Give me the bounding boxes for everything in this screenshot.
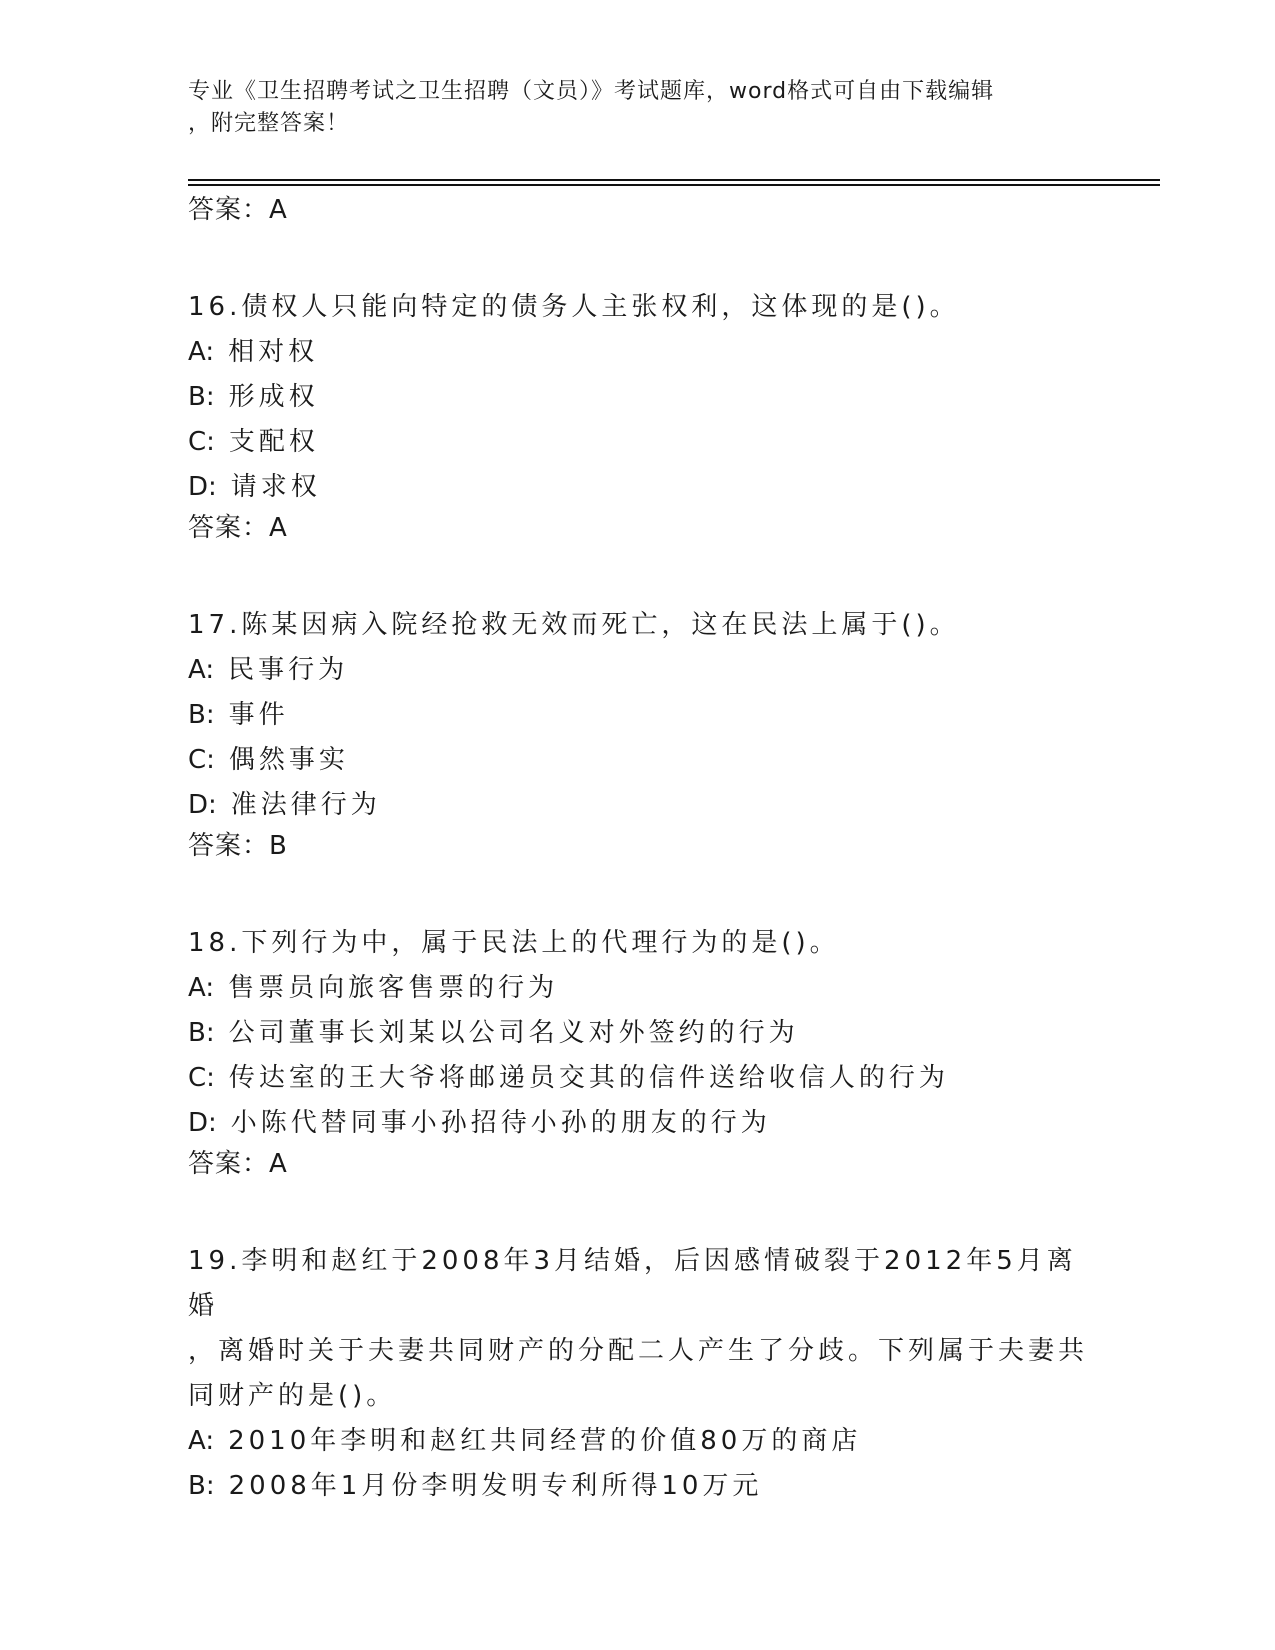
question-stem-line: 同财产的是()。 <box>188 1381 397 1411</box>
option-d <box>188 1101 1088 1146</box>
option-letter: C: <box>188 1063 215 1093</box>
question-stem-line: 19.李明和赵红于2008年3月结婚，后因感情破裂于2012年5月离婚 <box>188 1246 1077 1321</box>
option-text: 公司董事长刘某以公司名义对外签约的行为 <box>228 1018 799 1048</box>
question-stem-line: ，离婚时关于夫妻共同财产的分配二人产生了分歧。下列属于夫妻共 <box>188 1336 1089 1366</box>
answer-line: 答案：A <box>188 513 288 543</box>
header-rule-bottom <box>188 184 1160 186</box>
option-a <box>188 966 1088 1011</box>
option-text: 2008年1月份李明发明专利所得10万元 <box>228 1471 763 1501</box>
header-line-2: ，附完整答案！ <box>188 111 350 136</box>
spacer <box>188 1191 1088 1239</box>
option-a <box>188 1419 1088 1464</box>
option-text: 传达室的王大爷将邮递员交其的信件送给收信人的行为 <box>228 1063 949 1093</box>
option-text: 民事行为 <box>228 655 349 685</box>
option-text: 支配权 <box>228 427 319 457</box>
option-letter: B: <box>188 1018 215 1048</box>
option-letter: A: <box>188 1426 215 1456</box>
answer-line: 答案：B <box>188 831 288 861</box>
document-header <box>188 76 1068 140</box>
option-letter: A: <box>188 973 215 1003</box>
option-text: 售票员向旅客售票的行为 <box>228 973 559 1003</box>
spacer <box>188 873 1088 921</box>
question-stem: 18.下列行为中，属于民法上的代理行为的是()。 <box>188 928 840 958</box>
option-text: 相对权 <box>228 337 319 367</box>
header-line-1: 专业《卫生招聘考试之卫生招聘（文员）》考试题库，word格式可自由下载编辑 <box>188 79 995 104</box>
option-b <box>188 1011 1088 1056</box>
option-text: 形成权 <box>228 382 319 412</box>
option-text: 准法律行为 <box>230 790 381 820</box>
option-letter: B: <box>188 382 215 412</box>
option-c <box>188 420 1088 465</box>
question-block <box>188 285 1088 555</box>
option-letter: D: <box>188 472 217 502</box>
option-text: 偶然事实 <box>228 745 349 775</box>
option-letter: D: <box>188 790 217 820</box>
option-text: 2010年李明和赵红共同经营的价值80万的商店 <box>228 1426 862 1456</box>
option-b <box>188 693 1088 738</box>
option-letter: A: <box>188 655 215 685</box>
answer-line: 答案：A <box>188 1149 288 1179</box>
option-text: 请求权 <box>230 472 321 502</box>
spacer <box>188 555 1088 603</box>
option-letter: D: <box>188 1108 217 1138</box>
question-block <box>188 603 1088 873</box>
option-text: 小陈代替同事小孙招待小孙的朋友的行为 <box>230 1108 771 1138</box>
answer-line: 答案：A <box>188 195 288 225</box>
option-text: 事件 <box>228 700 289 730</box>
option-a <box>188 648 1088 693</box>
option-letter: B: <box>188 1471 215 1501</box>
option-c <box>188 1056 1088 1101</box>
option-letter: C: <box>188 745 215 775</box>
question-list <box>188 192 1088 1509</box>
option-d <box>188 465 1088 510</box>
option-letter: C: <box>188 427 215 457</box>
question-block <box>188 921 1088 1191</box>
option-a <box>188 330 1088 375</box>
spacer <box>188 237 1088 285</box>
header-rule-top <box>188 179 1160 181</box>
option-d <box>188 783 1088 828</box>
option-c <box>188 738 1088 783</box>
option-b <box>188 1464 1088 1509</box>
question-stem: 17.陈某因病入院经抢救无效而死亡，这在民法上属于()。 <box>188 610 960 640</box>
option-letter: B: <box>188 700 215 730</box>
option-letter: A: <box>188 337 215 367</box>
question-block <box>188 1239 1088 1509</box>
question-stem: 16.债权人只能向特定的债务人主张权利，这体现的是()。 <box>188 292 960 322</box>
option-b <box>188 375 1088 420</box>
